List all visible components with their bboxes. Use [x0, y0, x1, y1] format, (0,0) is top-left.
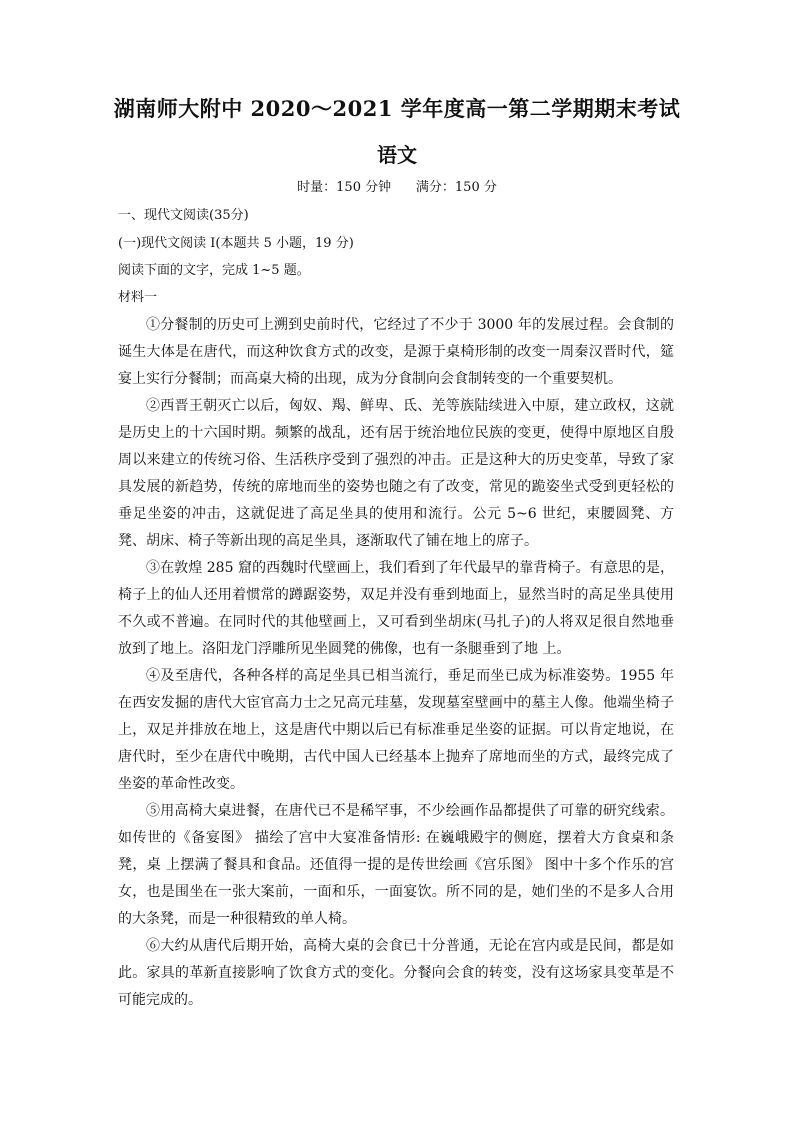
paragraph-2: ②西晋王朝灭亡以后，匈奴、羯、鲜卑、氐、羌等族陆续进入中原，建立政权，这就是历史上的十六国时期。频繁的战乱，还有居于统治地位民族的变更，使得中原地区自殷周以来建立的传统习俗、生活秩序受到了强烈的冲击。正是这种大的历史变革，导致了家具发展的新趋势，传统的席地而坐的姿势也随之有了改变，常见的跪姿坐式受到更轻松的垂足坐姿的冲击，这就促进了高足坐具的使用和流行。公元 5~6 世纪，束腰圆凳、方凳、胡床、椅子等新出现的高足坐具，逐渐取代了铺在地上的席子。	[118, 398, 674, 549]
material-label: 材料一	[118, 290, 158, 305]
paragraph-1: ①分餐制的历史可上溯到史前时代，它经过了不少于 3000 年的发展过程。会食制的诞生大体是在唐代，而这种饮食方式的改变，是源于桌椅形制的改变一周秦汉晋时代，筵宴上实行分餐制；而高桌大椅的出现，成为分食制向会食制转变的一个重要契机。	[118, 317, 674, 387]
exam-info: 时量：150 分钟 满分：150 分	[297, 180, 497, 195]
subsection-heading: (一)现代文阅读 I(本题共 5 小题，19 分)	[118, 236, 354, 251]
paragraph-4: ④及至唐代，各种各样的高足坐具已相当流行，垂足而坐已成为标准姿势。1955 年在西安发掘的唐代大宦官高力士之兄高元珪墓，发现墓室壁画中的墓主人像。他端坐椅子上，双足并排放在地上，这是唐代中期以后已有标准垂足坐姿的证据。可以肯定地说，在唐代时，至少在唐代中晚期，古代中国人已经基本上抛弃了席地而坐的方式，最终完成了坐姿的革命性改变。	[118, 668, 674, 792]
instruction-text: 阅读下面的文字，完成 1~5 题。	[118, 263, 310, 278]
section-heading: 一、现代文阅读(35分)	[118, 208, 249, 223]
subject-title: 语文	[377, 143, 417, 167]
exam-title: 湖南师大附中 2020～2021 学年度高一第二学期期末考试	[113, 96, 681, 121]
paragraph-5: ⑤用高椅大桌进餐，在唐代已不是稀罕事，不少绘画作品都提供了可靠的研究线索。如传世的《备宴图》 描绘了宫中大宴准备情形: 在巍峨殿宇的侧庭，摆着大方食桌和条凳，桌 上摆满了餐具和食品。还值得一提的是传世绘画《宫乐图》 图中十多个作乐的宫女，也是围坐在一张大案前，一面和乐，一面宴饮。所不同的是，她们坐的不是多人合用的大条凳，而是一种很精致的单人椅。	[118, 803, 674, 927]
paragraph-3: ③在敦煌 285 窟的西魏时代壁画上，我们看到了年代最早的靠背椅子。有意思的是，椅子上的仙人还用着惯常的蹲踞姿势，双足并没有垂到地面上，显然当时的高足坐具使用不久或不普遍。在同时代的其他壁画上，又可看到坐胡床(马扎子)的人将双足很自然地垂放到了地上。洛阳龙门浮雕所见坐圆凳的佛像，也有一条腿垂到了地 上。	[118, 560, 674, 657]
paragraph-6: ⑥大约从唐代后期开始，高椅大桌的会食已十分普通，无论在宫内或是民间，都是如此。家具的革新直接影响了饮食方式的变化。分餐向会食的转变，没有这场家具变革是不可能完成的。	[118, 938, 674, 1008]
